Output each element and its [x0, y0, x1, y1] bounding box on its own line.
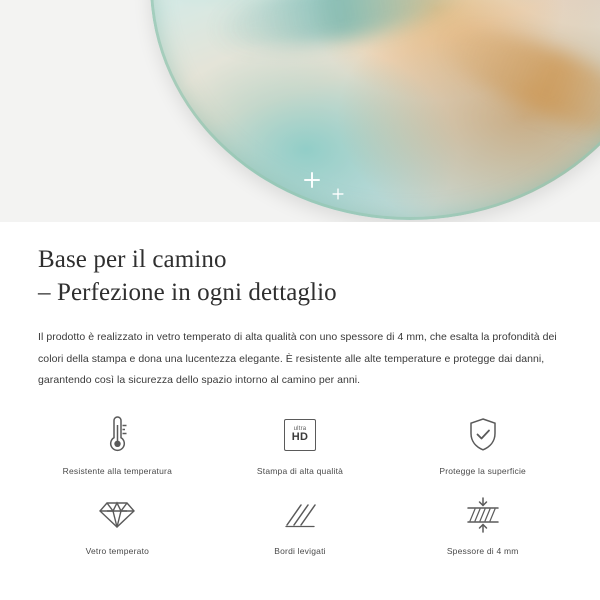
headline-line-2: – Perfezione in ogni dettaglio [38, 278, 337, 306]
marble-streak-grey-1 [463, 0, 600, 4]
feature-label: Spessore di 4 mm [446, 545, 519, 556]
ultra-hd-badge-bottom: HD [291, 431, 309, 444]
feature-item-tempered-glass [26, 492, 209, 556]
ultra-hd-icon [284, 412, 316, 458]
thermometer-icon [100, 412, 134, 458]
feature-item-surface-protection [391, 412, 574, 476]
feature-label: Vetro temperato [85, 545, 150, 556]
text-content [0, 222, 600, 392]
ultra-hd-badge-top: ultra [293, 426, 307, 433]
feature-item-temperature [26, 412, 209, 476]
hero-product-image [0, 0, 600, 222]
diamond-icon [98, 492, 136, 538]
feature-label: Resistente alla temperatura [62, 465, 172, 476]
page-title [38, 222, 562, 309]
marble-streak-teal-1 [207, 0, 473, 62]
feature-item-polished-edges [209, 492, 392, 556]
feature-label: Protegge la superficie [439, 465, 526, 476]
body-paragraph: Il prodotto è realizzato in vetro temperato di alta qualità con uno spessore di 4 mm, che esalta la profondità dei colori della stampa e dona una lucentezza elegante. È resistente alle alte temperature e protegge dai danni, garantendo così la sicurezza dello spazio intorno al camino per anni. [38, 331, 557, 387]
headline-line-1: Base per il camino [38, 246, 227, 273]
feature-item-thickness [391, 492, 574, 556]
feature-grid [0, 412, 600, 556]
shield-check-icon [466, 412, 500, 458]
polished-edges-icon [281, 492, 319, 538]
marble-streak-gold-3 [427, 7, 600, 157]
feature-label: Stampa di alta qualità [256, 465, 344, 476]
feature-label: Bordi levigati [274, 545, 326, 556]
thickness-icon [464, 492, 502, 538]
feature-item-print-quality [209, 412, 392, 476]
